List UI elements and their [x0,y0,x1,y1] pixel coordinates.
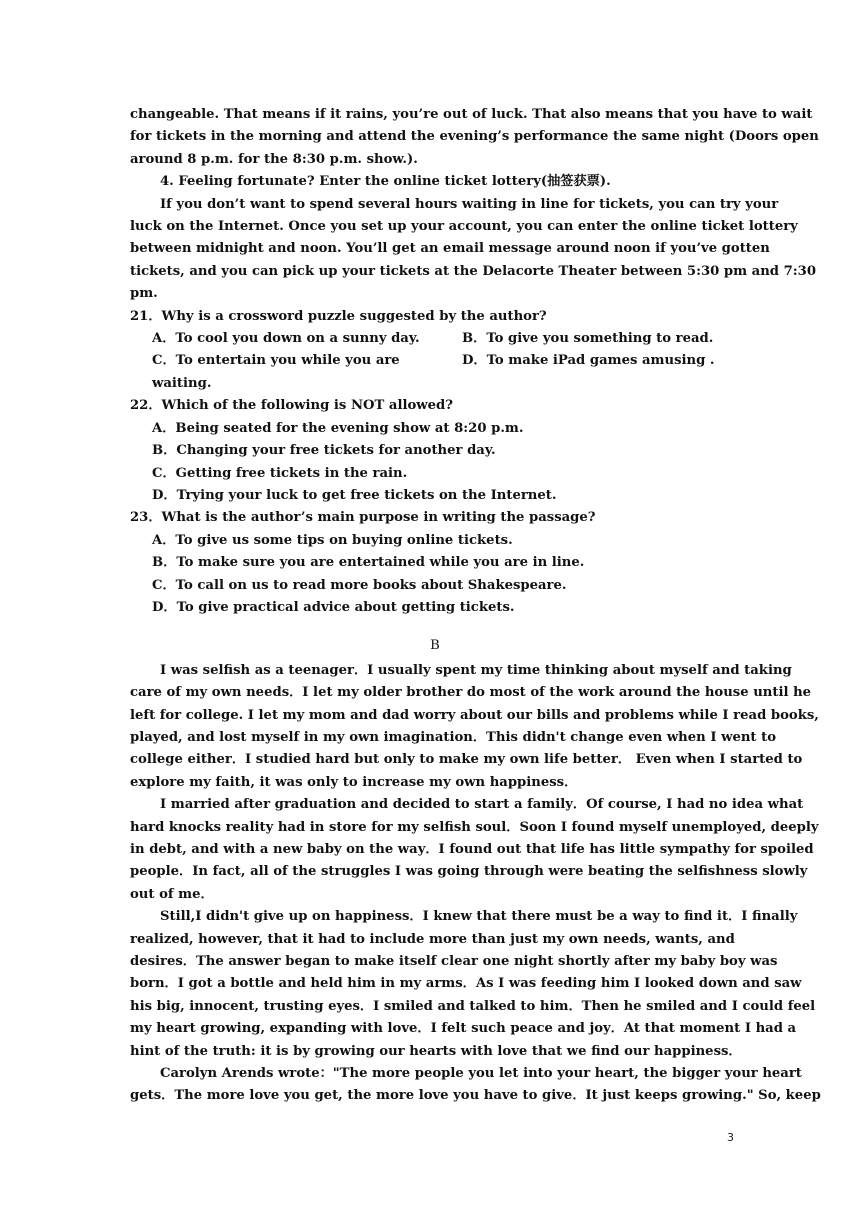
page-number: 3 [727,1131,734,1144]
text-line: his big, innocent, trusting eyes．I smiled and talked to him．Then he smiled and I could feel [130,998,816,1014]
text-line: care of my own needs．I let my older brother do most of the work around the house until he [130,685,812,701]
question-21 [130,306,740,396]
text-line: luck on the Internet. Once you set up your account, you can enter the online ticket lottery [130,219,798,235]
text-line: I married after graduation and decided to start a family．Of course, I had no idea what [160,797,804,813]
text-line: If you don’t want to spend several hours waiting in line for tickets, you can try your [160,196,779,212]
section-b-heading: B [430,638,440,654]
passage-b [130,660,821,1108]
text-line: born．I got a bottle and held him in my arms．As I was feeding him I looked down and saw [130,976,802,992]
text-line: hint of the truth: it is by growing our hearts with love that we find our happiness． [130,1043,742,1059]
tip4-paragraph [130,194,817,306]
text-line: Still,I didn't give up on happiness．I knew that there must be a way to find it．I finally [160,909,798,925]
text-line: out of me． [130,886,214,902]
text-line: played, and lost myself in my own imagination．This didn't change even when I went to [130,729,776,745]
text-line: desires．The answer began to make itself clear one night shortly after my baby boy was [130,954,778,970]
option-a: A．To give us some tips on buying online tickets. [152,532,513,548]
question-23 [130,507,740,619]
text-line: changeable. That means if it rains, you’re out of luck. That also means that you have to wait [130,107,813,122]
text-line: realized, however, that it had to include more than just my own needs, wants, and [130,931,735,947]
text-line: hard knocks reality had in store for my selfish soul．Soon I found myself unemployed, deeply [130,819,819,835]
text-line: in debt, and with a new baby on the way．I found out that life has little sympathy for spoiled [130,842,814,857]
option-d: D．To make iPad games amusing . [462,353,715,369]
text-line: around 8 p.m. for the 8:30 p.m. show.). [130,151,418,167]
option-c: C．Getting free tickets in the rain. [152,465,408,481]
question-stem: 21．Why is a crossword puzzle suggested by the author? [130,308,547,324]
option-c: C．To call on us to read more books about Shakespeare. [152,577,567,593]
option-d: D．Trying your luck to get free tickets on the Internet. [152,487,557,503]
text-line: left for college. I let my mom and dad worry about our bills and problems while I read books, [130,707,819,723]
question-stem: 23．What is the author’s main purpose in writing the passage? [130,510,596,526]
paragraph-3 [130,906,816,1063]
option-b: B．To make sure you are entertained while you are in line. [152,555,585,571]
paragraph-1 [130,660,819,794]
option-b: B．To give you something to read. [462,331,714,347]
text-line: I was selfish as a teenager．I usually spent my time thinking about myself and taking [160,662,792,678]
text-line: tickets, and you can pick up your tickets at the Delacorte Theater between 5:30 pm and 7:30 [130,263,817,279]
question-22 [130,395,740,507]
passage-a-tail [130,104,819,171]
text-line: my heart growing, expanding with love．I felt such peace and joy．At that moment I had a [130,1021,797,1037]
tip4-heading: 4. Feeling fortunate? Enter the online ticket lottery(抽签获票). [160,174,611,190]
option-a: A．Being seated for the evening show at 8:20 p.m. [152,420,524,436]
document-page [130,104,821,1108]
paragraph-4 [130,1063,821,1108]
text-line: college either．I studied hard but only to make my own life better． Even when I started to [130,752,803,768]
text-line: pm. [130,286,158,302]
text-line: explore my faith, it was only to increase my own happiness． [130,774,578,790]
text-line: between midnight and noon. You’ll get an email message around noon if you’ve gotten [130,241,770,257]
text-line: Carolyn Arends wrote："The more people you let into your heart, the bigger your heart [160,1066,802,1082]
text-line: people．In fact, all of the struggles I was going through were beating the selfishness slowly [130,864,808,880]
question-stem: 22．Which of the following is NOT allowed? [130,398,453,414]
paragraph-2 [130,794,819,906]
text-line: gets．The more love you get, the more love you have to give．It just keeps growing." So, keep [130,1088,821,1104]
option-d: D．To give practical advice about getting tickets. [152,599,515,615]
option-b: B．Changing your free tickets for another day. [152,443,496,459]
text-line: for tickets in the morning and attend the evening’s performance the same night (Doors open [130,129,819,145]
option-c: C．To entertain you while you are waiting. [152,353,400,391]
option-a: A．To cool you down on a sunny day. [152,331,420,347]
